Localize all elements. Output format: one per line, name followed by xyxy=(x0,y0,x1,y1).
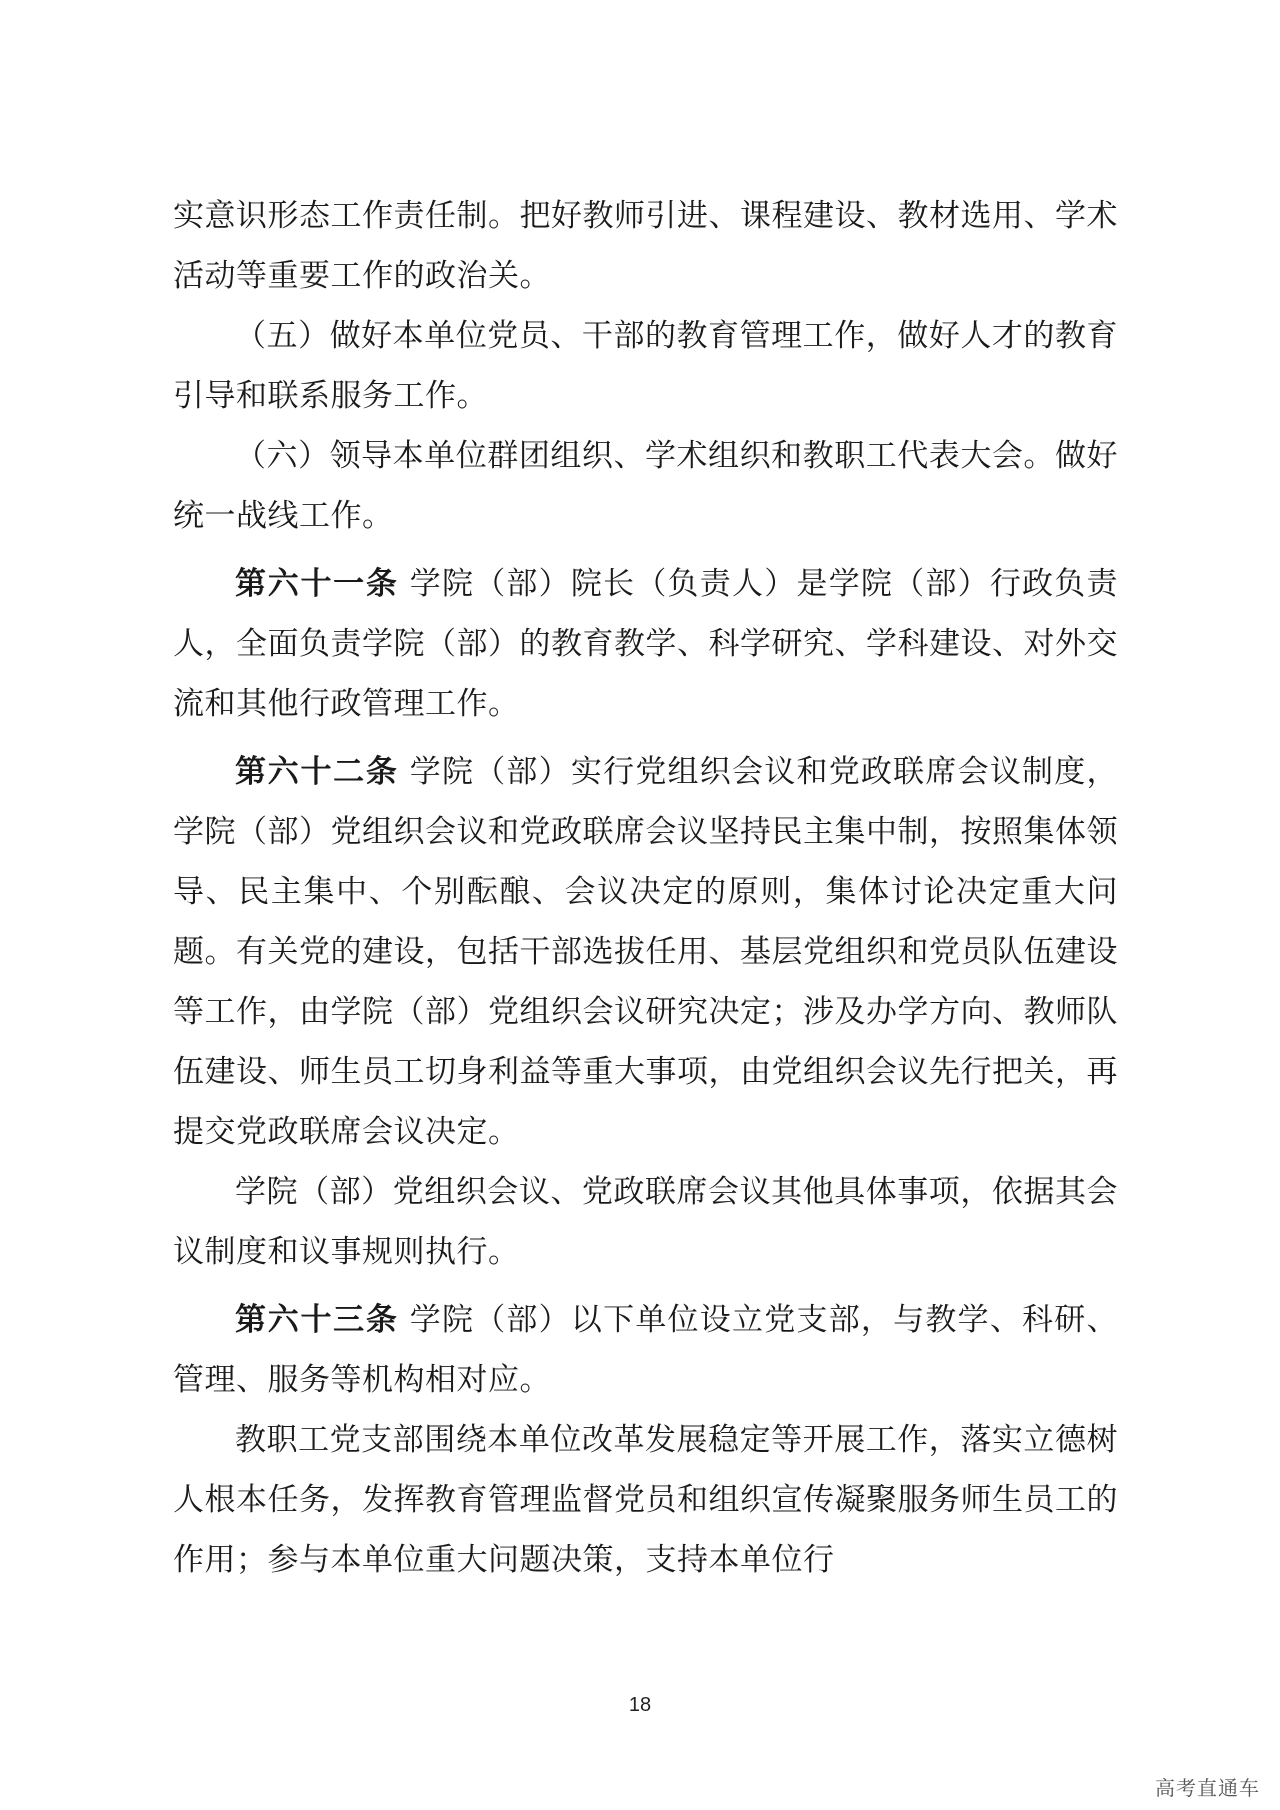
article-61 xyxy=(173,554,1118,734)
page-number: 18 xyxy=(628,1694,652,1716)
paragraph-1 xyxy=(173,186,1118,306)
paragraph-2 xyxy=(173,306,1118,426)
paragraph-text: 学院（部）党组织会议、党政联席会议其他具体事项，依据其会议制度和议事规则执行。 xyxy=(173,1174,1118,1270)
paragraph-6 xyxy=(173,1162,1118,1282)
article-heading: 第六十二条 xyxy=(235,754,399,790)
paragraph-text: 学院（部）院长（负责人）是学院（部）行政负责人，全面负责学院（部）的教育教学、科学研究、学科建设、对外交流和其他行政管理工作。 xyxy=(173,566,1119,722)
body-text xyxy=(173,186,1118,1590)
watermark-text: 高考直通车 xyxy=(1155,1776,1260,1800)
article-63 xyxy=(173,1290,1118,1410)
paragraph-text: 学院（部）以下单位设立党支部，与教学、科研、管理、服务等机构相对应。 xyxy=(173,1302,1119,1398)
paragraph-text: 实意识形态工作责任制。把好教师引进、课程建设、教材选用、学术活动等重要工作的政治关。 xyxy=(173,198,1118,294)
paragraph-8 xyxy=(173,1410,1118,1590)
article-62 xyxy=(173,742,1118,1162)
paragraph-text: （六）领导本单位群团组织、学术组织和教职工代表大会。做好统一战线工作。 xyxy=(173,438,1118,534)
paragraph-text: （五）做好本单位党员、干部的教育管理工作，做好人才的教育引导和联系服务工作。 xyxy=(173,318,1118,414)
paragraph-text: 教职工党支部围绕本单位改革发展稳定等开展工作，落实立德树人根本任务，发挥教育管理监督党员和组织宣传凝聚服务师生员工的作用；参与本单位重大问题决策，支持本单位行 xyxy=(173,1422,1118,1578)
paragraph-3 xyxy=(173,426,1118,546)
article-heading: 第六十一条 xyxy=(235,566,399,602)
article-heading: 第六十三条 xyxy=(235,1302,399,1338)
paragraph-text: 学院（部）实行党组织会议和党政联席会议制度，学院（部）党组织会议和党政联席会议坚持民主集中制，按照集体领导、民主集中、个别酝酿、会议决定的原则，集体讨论决定重大问题。有关党的建设，包括干部选拔任用、基层党组织和党员队伍建设等工作，由学院（部）党组织会议研究决定；涉及办学方向、教师队伍建设、师生员工切身利益等重大事项，由党组织会议先行把关，再提交党政联席会议决定。 xyxy=(173,754,1119,1150)
